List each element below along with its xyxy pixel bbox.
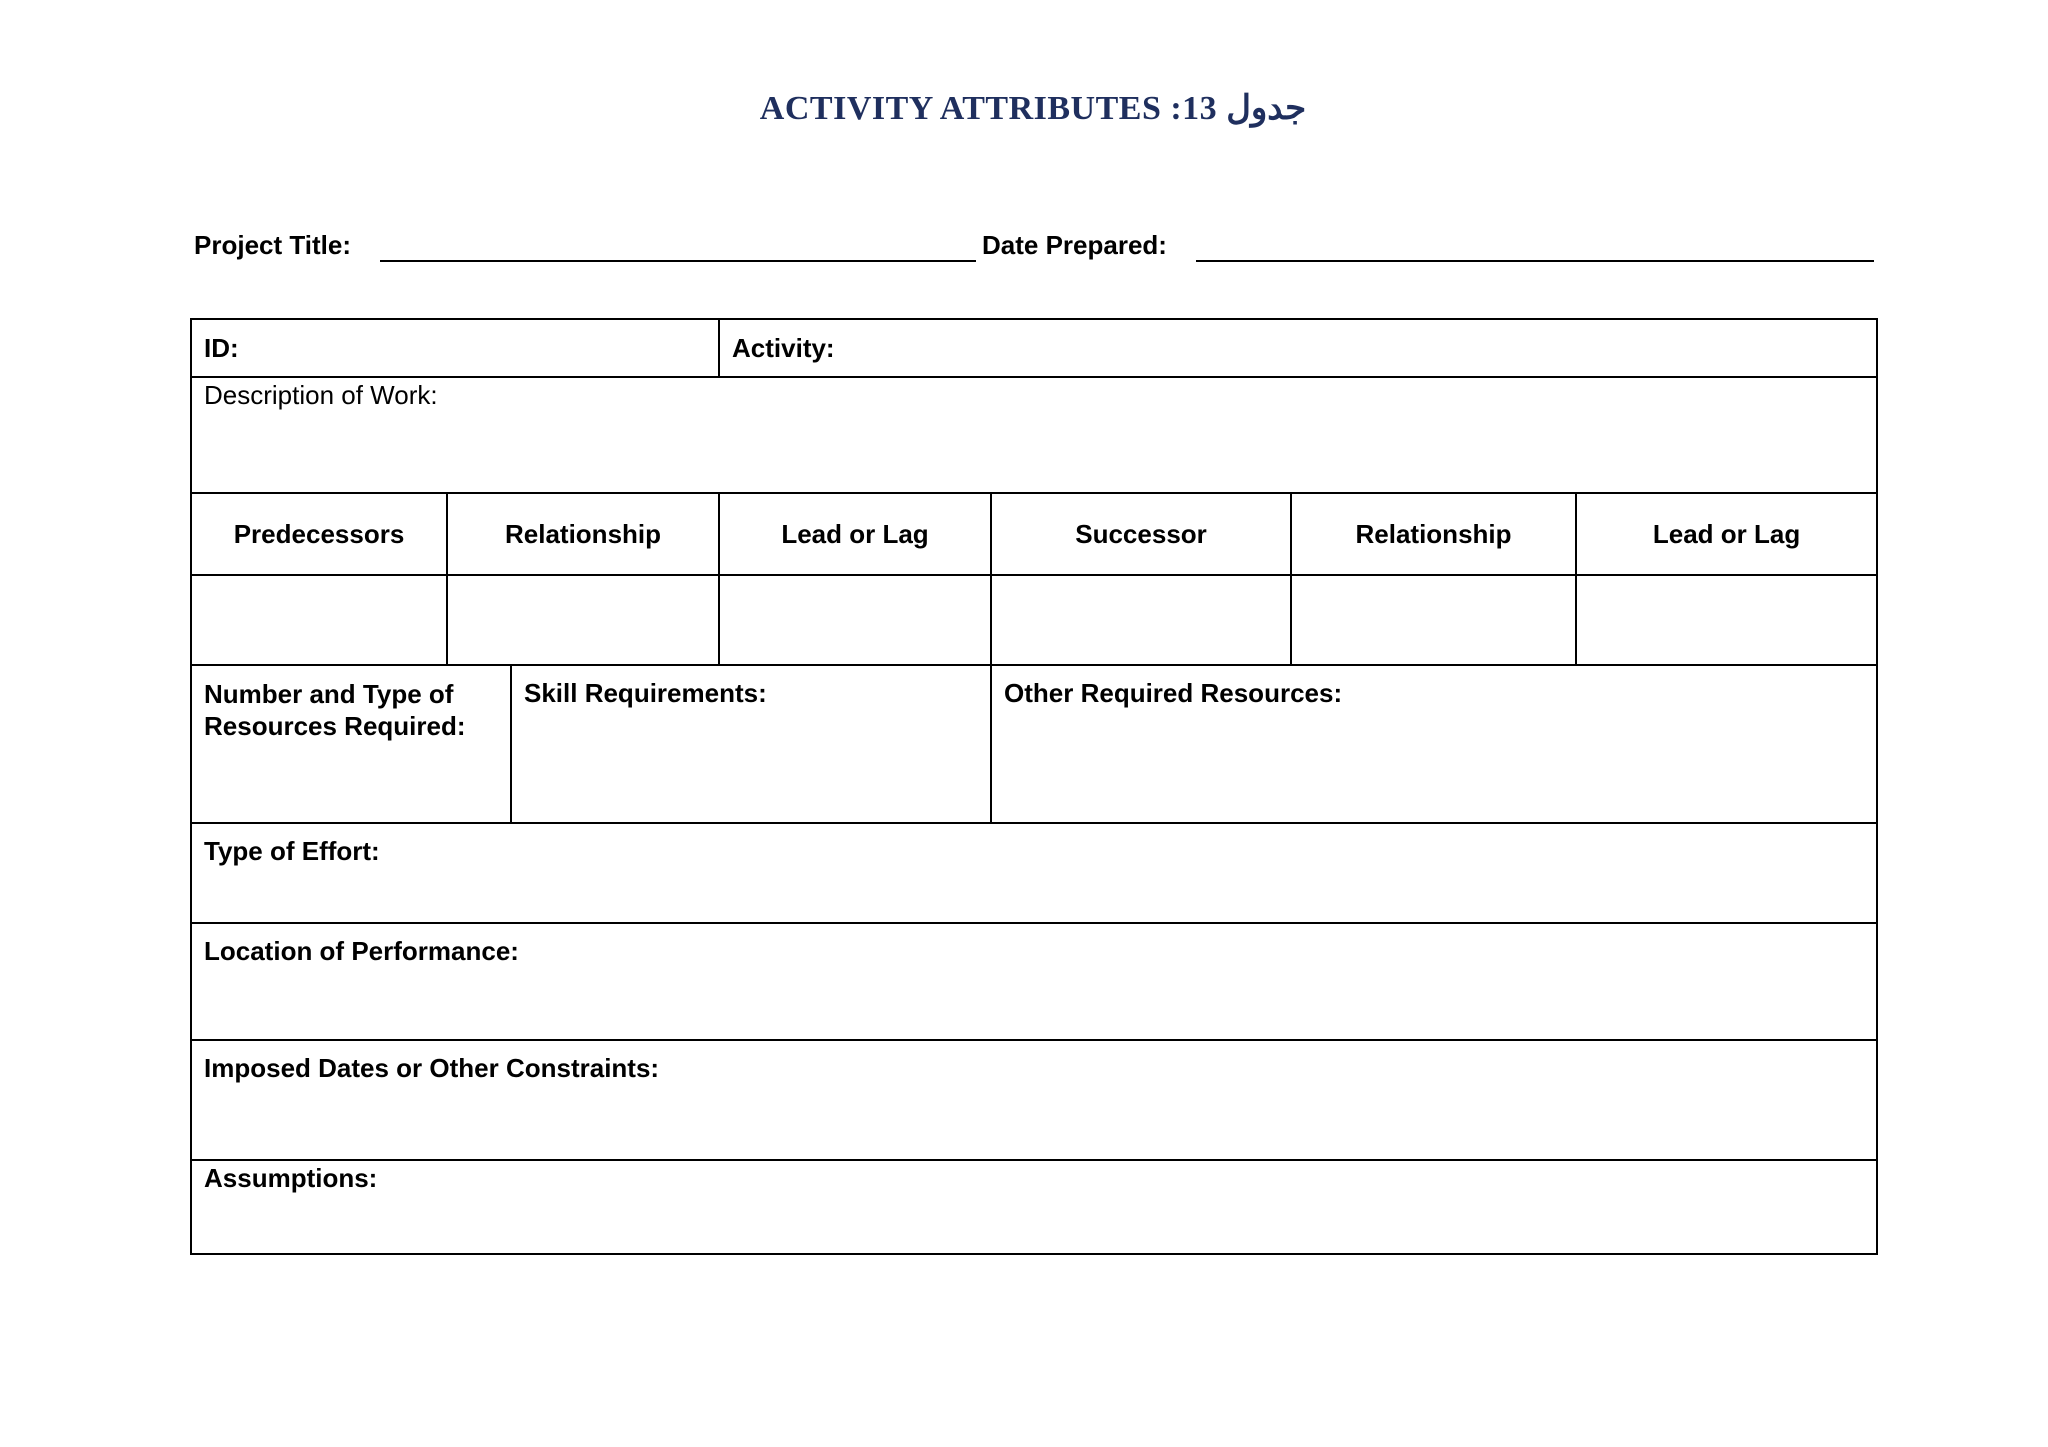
constraints-cell[interactable] xyxy=(191,1040,1877,1160)
activity-label: Activity: xyxy=(732,332,835,363)
relationship-pred-input-cell[interactable] xyxy=(447,575,719,665)
description-cell[interactable] xyxy=(191,377,1877,493)
col-lead-lag-pred-label: Lead or Lag xyxy=(781,518,929,549)
lead-lag-pred-input-cell[interactable] xyxy=(719,575,991,665)
relationship-succ-input-cell[interactable] xyxy=(1291,575,1576,665)
col-lead-lag-succ xyxy=(1576,493,1877,575)
id-cell[interactable] xyxy=(191,319,719,377)
col-lead-lag-pred xyxy=(719,493,991,575)
col-relationship-succ xyxy=(1291,493,1576,575)
date-prepared-field[interactable] xyxy=(1196,260,1874,262)
activity-cell[interactable] xyxy=(719,319,1877,377)
assumptions-label: Assumptions: xyxy=(204,1163,378,1193)
col-relationship-succ-label: Relationship xyxy=(1355,518,1512,549)
lead-lag-succ-input-cell[interactable] xyxy=(1576,575,1877,665)
successor-input-cell[interactable] xyxy=(991,575,1291,665)
resources-label: Number and Type of Resources Required: xyxy=(204,679,466,741)
col-lead-lag-succ-label: Lead or Lag xyxy=(1652,518,1801,549)
location-cell[interactable] xyxy=(191,923,1877,1040)
col-relationship-pred-label: Relationship xyxy=(505,518,662,549)
skill-requirements-label: Skill Requirements: xyxy=(524,678,767,708)
other-resources-cell[interactable] xyxy=(991,665,1877,823)
effort-label: Type of Effort: xyxy=(204,836,380,866)
description-label: Description of Work: xyxy=(204,380,438,410)
col-successor-label: Successor xyxy=(1075,518,1207,549)
predecessors-input-cell[interactable] xyxy=(191,575,447,665)
assumptions-cell[interactable] xyxy=(191,1160,1877,1254)
col-relationship-pred xyxy=(447,493,719,575)
col-successor xyxy=(991,493,1291,575)
project-title-label: Project Title: xyxy=(194,230,352,260)
activity-attributes-table xyxy=(190,318,1878,1255)
date-prepared-label: Date Prepared: xyxy=(982,230,1167,260)
effort-cell[interactable] xyxy=(191,823,1877,923)
project-title-field[interactable] xyxy=(380,260,976,262)
col-predecessors xyxy=(191,493,447,575)
id-label: ID: xyxy=(204,332,239,363)
resources-cell[interactable] xyxy=(191,665,511,823)
skill-requirements-cell[interactable] xyxy=(511,665,991,823)
location-label: Location of Performance: xyxy=(204,936,519,966)
page-title: ACTIVITY ATTRIBUTES :13 جدول xyxy=(759,90,1307,127)
form-header xyxy=(194,230,1874,270)
col-predecessors-label: Predecessors xyxy=(233,518,405,549)
other-resources-label: Other Required Resources: xyxy=(1004,678,1343,708)
constraints-label: Imposed Dates or Other Constraints: xyxy=(204,1053,660,1083)
